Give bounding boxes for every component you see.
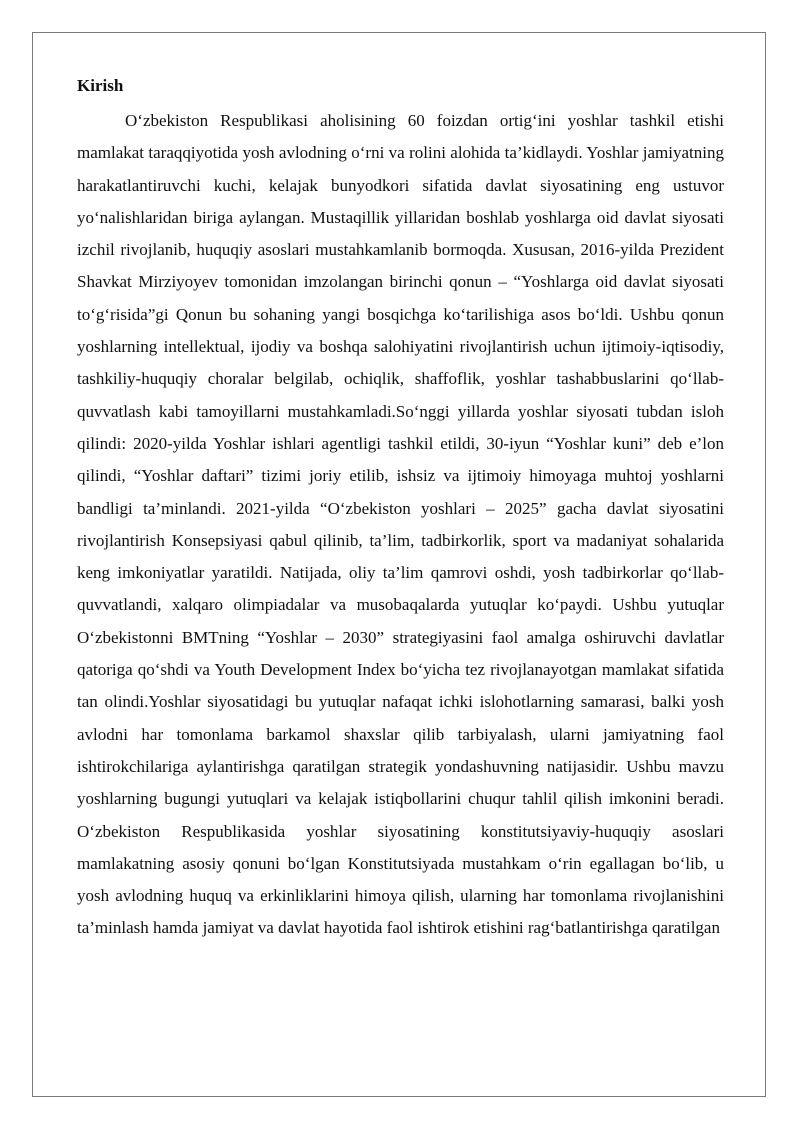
body-paragraph: O‘zbekiston Respublikasi aholisining 60 foizdan ortig‘ini yoshlar tashkil etishi mamlakat taraqqiyotida yosh avlodning o‘rni va rolini alohida ta’kidlaydi. Yoshlar jamiyatning harakatlantiruvchi kuchi, kelajak bunyodkori sifatida davlat siyosatining eng ustuvor yo‘nalishlaridan biriga aylangan. Mustaqillik yillaridan boshlab yoshlarga oid davlat siyosati izchil rivojlanib, huquqiy asoslari mustahkamlanib bormoqda. Xususan, 2016-yilda Prezident Shavkat Mirziyoyev tomonidan imzolangan birinchi qonun – “Yoshlarga oid davlat siyosati to‘g‘risida”gi Qonun bu sohaning yangi bosqichga ko‘tarilishiga asos bo‘ldi. Ushbu qonun yoshlarning intellektual, ijodiy va boshqa salohiyatini rivojlantirish uchun ijtimoiy-iqtisodiy, tashkiliy-huquqiy choralar belgilab, ochiqlik, shaffoflik, yoshlar tashabbuslarini qo‘llab-quvvatlash kabi tamoyillarni mustahkamladi.So‘nggi yillarda yoshlar siyosati tubdan isloh qilindi: 2020-yilda Yoshlar ishlari agentligi tashkil etildi, 30-iyun “Yoshlar kuni” deb e’lon qilindi, “Yoshlar daftari” tizimi joriy etilib, ishsiz va ijtimoiy himoyaga muhtoj yoshlarni bandligi ta’minlandi. 2021-yilda “O‘zbekiston yoshlari – 2025” gacha davlat siyosatini rivojlantirish Konsepsiyasi qabul qilinib, ta’lim, tadbirkorlik, sport va madaniyat sohalarida keng imkoniyatlar yaratildi. Natijada, oliy ta’lim qamrovi oshdi, yosh tadbirkorlar qo‘llab-quvvatlandi, xalqaro olimpiadalar va musobaqalarda yutuqlar ko‘paydi. Ushbu yutuqlar O‘zbekistonni BMTning “Yoshlar – 2030” strategiyasini faol amalga oshiruvchi davlatlar qatoriga qo‘shdi va Youth Development Index bo‘yicha tez rivojlanayotgan mamlakat sifatida tan olindi.Yoshlar siyosatidagi bu yutuqlar nafaqat ichki islohotlarning samarasi, balki yosh avlodni har tomonlama barkamol shaxslar qilib tarbiyalash, ularni jamiyatning faol ishtirokchilariga aylantirishga qaratilgan strategik yondashuvning natijasidir. Ushbu mavzu yoshlarning bugungi yutuqlari va kelajak istiqbollarini chuqur tahlil qilish imkonini beradi. O‘zbekiston Respublikasida yoshlar siyosatining konstitutsiyaviy-huquqiy asoslari mamlakatning asosiy qonuni bo‘lgan Konstitutsiyada mustahkam o‘rin egallagan bo‘lib, u yosh avlodning huquq va erkinliklarini himoya qilish, ularning har tomonlama rivojlanishini ta’minlash hamda jamiyat va davlat hayotida faol ishtirok etishini rag‘batlantirishga qaratilgan bbox=[77, 111, 724, 938]
document-body bbox=[77, 74, 724, 945]
section-heading: Kirish bbox=[77, 76, 124, 95]
